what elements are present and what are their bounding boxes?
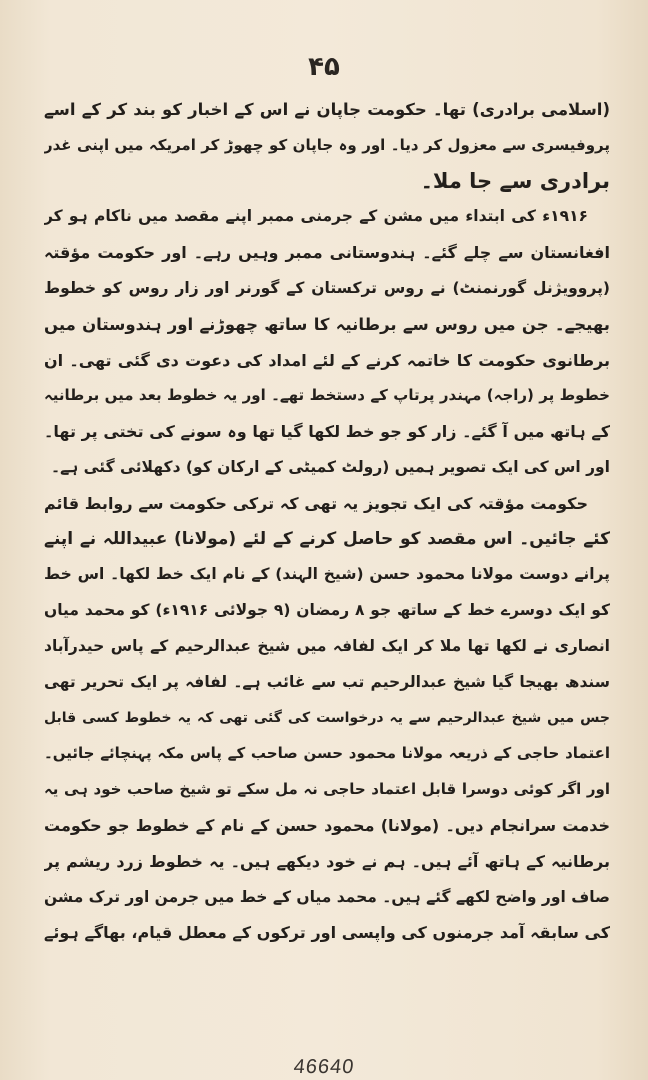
catalog-number: 46640 [292,1056,356,1078]
text-line: اور اگر کوئی دوسرا قابل اعتماد حاجی نہ مل سکے تو شیخ صاحب خود ہی یہ [44,780,610,799]
text-line: برطانوی حکومت کا خاتمہ کرنے کے لئے امداد کی دعوت دی گئی تھی۔ ان [44,350,610,370]
text-line: (پروویژنل گورنمنٹ) نے روس ترکستان کے گورنر اور زار روس کو خطوط [44,278,610,297]
text-line: کے ہاتھ میں آ گئے۔ زار کو جو خط لکھا گیا تھا وہ سونے کی تختی پر تھا۔ [44,422,610,442]
page-number: ۴۵ [308,52,340,82]
text-line: ۱۹۱۶ء کی ابتداء میں مشن کے جرمنی ممبر اپنے مقصد میں ناکام ہو کر [44,207,588,226]
text-line: خدمت سرانجام دیں۔ (مولانا) محمود حسن کے نام کے خطوط جو حکومت [44,815,610,835]
text-line: پرانے دوست مولانا محمود حسن (شیخ الہند) کے نام ایک خط لکھا۔ اس خط [44,565,610,584]
text-line: کئے جائیں۔ اس مقصد کو حاصل کرنے کے لئے (مولانا) عبیداللہ نے اپنے [44,528,610,549]
text-line: بھیجے۔ جن میں روس سے برطانیہ کا ساتھ چھوڑنے اور ہندوستان میں [44,314,610,334]
text-line: کی سابقہ آمد جرمنوں کی واپسی اور ترکوں کے معطل قیام، بھاگے ہوئے [44,923,610,943]
text-line: خطوط پر (راجہ) مہندر پرتاپ کے دستخط تھے۔ اور یہ خطوط بعد میں برطانیہ [44,386,610,405]
text-line: برادری سے جا ملا۔ [420,168,610,193]
text-line: جس میں شیخ عبدالرحیم سے یہ درخواست کی گئی تھی کہ یہ خطوط کسی قابل [44,709,610,726]
text-line: انصاری نے لکھا تھا ملا کر ایک لفافہ میں شیخ عبدالرحیم کے پاس حیدرآباد [44,636,610,655]
text-line: افغانستان سے چلے گئے۔ ہندوستانی ممبر وہیں رہے۔ اور حکومت مؤقتہ [44,243,610,263]
text-line: اور اس کی ایک تصویر ہمیں (رولٹ کمیٹی کے ارکان کو) دکھلائی گئی ہے۔ [50,457,610,476]
text-line: حکومت مؤقتہ کی ایک تجویز یہ تھی کہ ترکی حکومت سے روابط قائم [44,493,588,513]
text-line: سندھ بھیجا گیا شیخ عبدالرحیم تب سے غائب ہے۔ لفافہ پر ایک تحریر تھی [44,672,610,691]
text-line: صاف اور واضح لکھے گئے ہیں۔ محمد میاں کے خط میں جرمن اور ترک مشن [44,887,610,906]
text-line: برطانیہ کے ہاتھ آئے ہیں۔ ہم نے خود دیکھے ہیں۔ یہ خطوط زرد ریشم پر [44,851,610,871]
text-line: (اسلامی برادری) تھا۔ حکومت جاپان نے اس کے اخبار کو بند کر کے اسے [44,100,610,119]
text-line: پروفیسری سے معزول کر دیا۔ اور وہ جاپان کو چھوڑ کر امریکہ میں اپنی غدر [44,135,610,154]
text-line: کو ایک دوسرے خط کے ساتھ جو ۸ رمضان (۹ جولائی ۱۹۱۶ء) کو محمد میاں [44,601,610,620]
text-line: اعتماد حاجی کے ذریعہ مولانا محمود حسن صاحب کے پاس مکہ پہنچائے جائیں۔ [44,744,610,763]
body-text [44,92,610,1052]
